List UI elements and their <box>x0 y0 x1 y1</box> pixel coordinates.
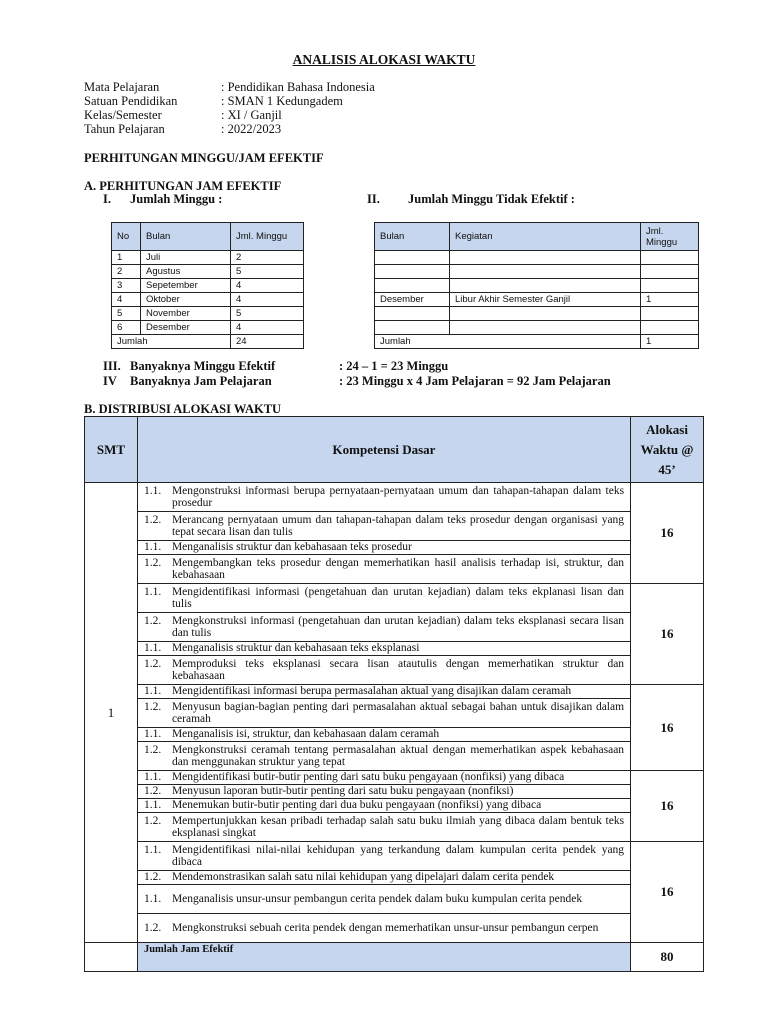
table-total-row <box>375 335 699 349</box>
sub-heading-number: I. <box>103 192 111 206</box>
kd-cell <box>137 584 630 613</box>
kd-text: Mengidentifikasi butir-butir penting dari satu buku pengayaan (nonfiksi) yang dibaca <box>171 771 565 784</box>
sub-heading-2 <box>367 192 575 207</box>
kd-text: Mendemonstrasikan salah satu nilai kehidupan yang dipelajari dalam cerita pendek <box>171 871 555 884</box>
table-row <box>375 251 699 265</box>
table-cell <box>641 279 699 293</box>
table-row <box>112 279 304 293</box>
kd-cell <box>137 642 630 656</box>
kd-number: 1.1. <box>143 485 162 497</box>
table-cell <box>375 307 450 321</box>
calc-row <box>103 359 611 374</box>
table-cell <box>375 265 450 279</box>
kd-number: 1.1. <box>143 771 162 784</box>
non-effective-weeks-table <box>374 222 699 349</box>
calc-number: IV <box>103 374 117 388</box>
table-row <box>375 321 699 335</box>
kd-number: 1.1. <box>143 586 162 598</box>
kd-number: 1.1. <box>143 799 162 812</box>
table-cell <box>450 265 641 279</box>
alloc-cell: 16 <box>631 771 704 842</box>
kd-cell <box>137 728 630 742</box>
table-cell: 1 <box>112 251 141 265</box>
distribution-table <box>84 416 704 972</box>
table-cell: 4 <box>231 293 304 307</box>
total-value: 24 <box>231 335 304 349</box>
table-cell: Oktober <box>141 293 231 307</box>
kd-cell <box>137 555 630 584</box>
table-cell: 5 <box>231 265 304 279</box>
kd-row <box>85 885 704 914</box>
alloc-cell: 16 <box>631 483 704 584</box>
kd-number: 1.1. <box>143 844 162 856</box>
kd-number: 1.2. <box>143 744 162 756</box>
column-header: Kegiatan <box>450 223 641 251</box>
header-kompetensi-dasar: Kompetensi Dasar <box>137 417 630 483</box>
kd-row <box>85 555 704 584</box>
kd-row <box>85 656 704 685</box>
table-header-row <box>112 223 304 251</box>
kd-row <box>85 871 704 885</box>
kd-text: Memproduksi teks eksplanasi secara lisan atautulis dengan memerhatikan struktur dan kebahasaan <box>171 658 625 682</box>
calc-row <box>103 374 611 389</box>
table-total-row <box>112 335 304 349</box>
table-row <box>112 321 304 335</box>
table-cell: 4 <box>231 321 304 335</box>
weeks-table <box>111 222 304 349</box>
table-cell <box>641 265 699 279</box>
table-cell: Desember <box>375 293 450 307</box>
kd-number: 1.1. <box>143 892 162 905</box>
total-smt-empty <box>85 943 138 972</box>
kd-row <box>85 771 704 785</box>
kd-text: Mempertunjukkan kesan pribadi terhadap salah satu buku ilmiah yang dibaca dalam bentuk teks eksplanasi singkat <box>171 815 625 839</box>
kd-text: Menganalisis isi, struktur, dan kebahasaan dalam ceramah <box>171 728 440 741</box>
kd-cell <box>137 483 630 512</box>
meta-row <box>84 108 375 122</box>
meta-block <box>84 80 375 136</box>
kd-row <box>85 613 704 642</box>
table-row <box>375 265 699 279</box>
meta-value: : SMAN 1 Kedungadem <box>221 94 343 108</box>
kd-number: 1.1. <box>143 685 162 698</box>
kd-number: 1.2. <box>143 514 162 526</box>
kd-cell <box>137 699 630 728</box>
kd-text: Menganalisis unsur-unsur pembangun cerita pendek dalam buku kumpulan cerita pendek <box>171 892 583 905</box>
calc-label: Banyaknya Jam Pelajaran <box>130 374 272 388</box>
column-header: Jml. Minggu <box>231 223 304 251</box>
kd-text: Menemukan butir-butir penting dari dua buku pengayaan (nonfiksi) yang dibaca <box>171 799 542 812</box>
table-row <box>112 251 304 265</box>
meta-row <box>84 94 375 108</box>
kd-number: 1.1. <box>143 541 162 554</box>
kd-cell <box>137 813 630 842</box>
column-header: No <box>112 223 141 251</box>
kd-text: Mengembangkan teks prosedur dengan memerhatikan hasil analisis terhadap isi, struktur, dan kebahasaan <box>171 557 625 581</box>
kd-text: Mengkonstruksi sebuah cerita pendek dengan memerhatikan unsur-unsur pembangun cerpen <box>171 921 599 934</box>
kd-text: Mengonstruksi informasi berupa pernyataan-pernyataan umum dan tahapan-tahapan dalam teks prosedur <box>171 485 625 509</box>
kd-cell <box>137 742 630 771</box>
total-row <box>85 943 704 972</box>
total-value: 80 <box>631 943 704 972</box>
meta-value: : 2022/2023 <box>221 122 282 136</box>
kd-cell <box>137 842 630 871</box>
table-cell <box>450 307 641 321</box>
kd-text: Mengkonstruksi informasi (pengetahuan dan urutan kejadian) dalam teks eksplanasi secara lisan dan tulis <box>171 615 625 639</box>
kd-text: Mengidentifikasi informasi (pengetahuan dan urutan kejadian) dalam teks ekplanasi lisan dan tulis <box>171 586 625 610</box>
kd-number: 1.2. <box>143 921 162 934</box>
kd-text: Menganalisis struktur dan kebahasaan teks prosedur <box>171 541 412 554</box>
kd-number: 1.2. <box>143 815 162 827</box>
table-cell: 3 <box>112 279 141 293</box>
sub-heading-1 <box>103 192 222 207</box>
kd-number: 1.2. <box>143 615 162 627</box>
kd-row <box>85 742 704 771</box>
table-cell: 4 <box>112 293 141 307</box>
kd-number: 1.1. <box>143 728 162 741</box>
kd-row <box>85 799 704 813</box>
table-row <box>375 279 699 293</box>
table-cell: 1 <box>641 293 699 307</box>
kd-cell <box>137 685 630 699</box>
alloc-cell: 16 <box>631 685 704 771</box>
table-cell: 2 <box>231 251 304 265</box>
kd-number: 1.1. <box>143 642 162 655</box>
table-cell: Agustus <box>141 265 231 279</box>
table-cell: November <box>141 307 231 321</box>
section-a-heading: A. PERHITUNGAN JAM EFEKTIF <box>84 179 282 193</box>
kd-cell <box>137 785 630 799</box>
table-row <box>112 265 304 279</box>
kd-text: Mengkonstruksi ceramah tentang permasalahan aktual dengan memerhatikan aspek kebahasaan dan menggunakan struktur yang tepat <box>171 744 625 768</box>
table-cell: 2 <box>112 265 141 279</box>
table-cell: Desember <box>141 321 231 335</box>
calc-value: : 24 – 1 = 23 Minggu <box>339 359 449 373</box>
kd-cell <box>137 512 630 541</box>
table-cell <box>641 307 699 321</box>
kd-cell <box>137 771 630 785</box>
meta-key: Tahun Pelajaran <box>84 122 165 136</box>
table-cell <box>450 251 641 265</box>
header-smt: SMT <box>85 417 138 483</box>
smt-cell: 1 <box>85 483 138 943</box>
kd-row <box>85 842 704 871</box>
meta-value: : XI / Ganjil <box>221 108 282 122</box>
kd-cell <box>137 871 630 885</box>
meta-value: : Pendidikan Bahasa Indonesia <box>221 80 375 94</box>
kd-cell <box>137 799 630 813</box>
alloc-cell: 16 <box>631 584 704 685</box>
calc-label: Banyaknya Minggu Efektif <box>130 359 276 373</box>
kd-text: Mengidentifikasi informasi berupa permasalahan aktual yang disajikan dalam ceramah <box>171 685 572 698</box>
total-value: 1 <box>641 335 699 349</box>
kd-cell <box>137 885 630 914</box>
table-row <box>375 307 699 321</box>
kd-row <box>85 512 704 541</box>
header-alokasi-waktu: Alokasi Waktu @ 45’ <box>631 417 704 483</box>
kd-text: Merancang pernyataan umum dan tahapan-tahapan dalam teks prosedur dengan organisasi yang tepat secara lisan dan tulis <box>171 514 625 538</box>
table-cell <box>375 279 450 293</box>
table-cell: 5 <box>112 307 141 321</box>
column-header: Bulan <box>141 223 231 251</box>
total-label: Jumlah Jam Efektif <box>137 943 630 972</box>
kd-row <box>85 483 704 512</box>
kd-number: 1.2. <box>143 658 162 670</box>
column-header: Bulan <box>375 223 450 251</box>
kd-number: 1.2. <box>143 557 162 569</box>
kd-row <box>85 813 704 842</box>
table-cell: 4 <box>231 279 304 293</box>
table-cell: 5 <box>231 307 304 321</box>
kd-number: 1.2. <box>143 785 162 798</box>
document-title: ANALISIS ALOKASI WAKTU <box>292 52 476 67</box>
table-cell <box>375 321 450 335</box>
alloc-cell: 16 <box>631 842 704 943</box>
table-cell: 6 <box>112 321 141 335</box>
calc-number: III. <box>103 359 121 373</box>
kd-number: 1.2. <box>143 701 162 713</box>
calc-value: : 23 Minggu x 4 Jam Pelajaran = 92 Jam Pelajaran <box>339 374 611 388</box>
meta-row <box>84 122 375 136</box>
kd-row <box>85 699 704 728</box>
kd-text: Menganalisis struktur dan kebahasaan teks eksplanasi <box>171 642 420 655</box>
kd-row <box>85 785 704 799</box>
kd-row <box>85 728 704 742</box>
meta-key: Satuan Pendidikan <box>84 94 178 108</box>
meta-key: Kelas/Semester <box>84 108 162 122</box>
kd-text: Menyusun laporan butir-butir penting dari satu buku pengayaan (nonfiksi) <box>171 785 514 798</box>
table-header-row <box>375 223 699 251</box>
sub-heading-label: Jumlah Minggu : <box>130 192 223 206</box>
kd-row <box>85 642 704 656</box>
table-cell <box>450 321 641 335</box>
table-cell: Juli <box>141 251 231 265</box>
table-cell <box>641 321 699 335</box>
distribution-header-row <box>85 417 704 483</box>
kd-row <box>85 541 704 555</box>
table-row <box>112 293 304 307</box>
section-b-heading: B. DISTRIBUSI ALOKASI WAKTU <box>84 402 282 416</box>
kd-row <box>85 584 704 613</box>
kd-cell <box>137 613 630 642</box>
section-heading: PERHITUNGAN MINGGU/JAM EFEKTIF <box>84 151 324 165</box>
sub-heading-number: II. <box>367 192 380 206</box>
kd-cell <box>137 914 630 943</box>
kd-row <box>85 914 704 943</box>
total-label: Jumlah <box>112 335 231 349</box>
column-header: Jml. Minggu <box>641 223 699 251</box>
table-cell: Libur Akhir Semester Ganjil <box>450 293 641 307</box>
total-label: Jumlah <box>375 335 641 349</box>
table-cell <box>375 251 450 265</box>
table-cell: Sepetember <box>141 279 231 293</box>
kd-text: Mengidentifikasi nilai-nilai kehidupan yang terkandung dalam kumpulan cerita pendek yang dibaca <box>171 844 625 868</box>
kd-cell <box>137 656 630 685</box>
sub-heading-label: Jumlah Minggu Tidak Efektif : <box>408 192 575 206</box>
table-row <box>375 293 699 307</box>
meta-key: Mata Pelajaran <box>84 80 160 94</box>
meta-row <box>84 80 375 94</box>
kd-text: Menyusun bagian-bagian penting dari permasalahan aktual sebagai bahan untuk disajikan dalam ceramah <box>171 701 625 725</box>
table-row <box>112 307 304 321</box>
table-cell <box>641 251 699 265</box>
kd-number: 1.2. <box>143 871 162 884</box>
table-cell <box>450 279 641 293</box>
kd-row <box>85 685 704 699</box>
calc-block <box>103 359 611 389</box>
kd-cell <box>137 541 630 555</box>
